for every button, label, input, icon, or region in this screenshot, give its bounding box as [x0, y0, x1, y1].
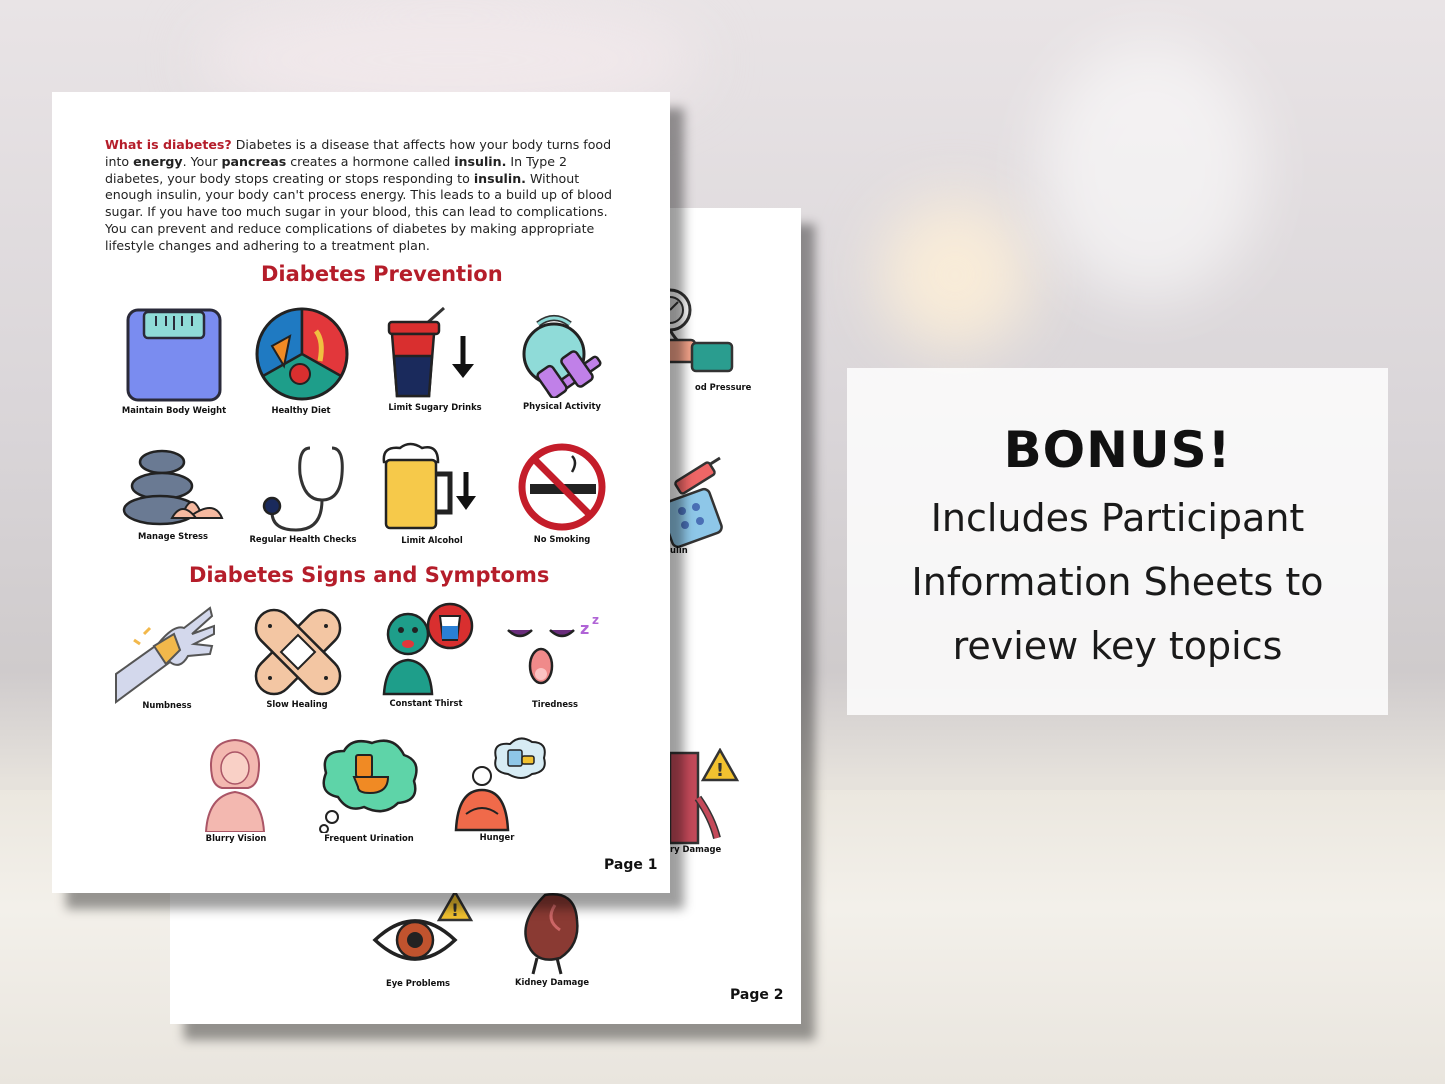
hunger-icon — [452, 736, 548, 832]
kidney-damage-label: Kidney Damage — [514, 977, 590, 987]
numb-hand-icon — [114, 604, 218, 704]
stethoscope-icon — [260, 444, 346, 534]
symptom-label: Numbness — [142, 700, 192, 710]
artery-damage-icon — [662, 748, 742, 848]
soda-cup-icon — [386, 306, 486, 400]
prevention-label: Physical Activity — [523, 401, 601, 411]
sleepy-face-icon — [504, 608, 610, 692]
prevention-label: No Smoking — [533, 534, 591, 544]
intro-text: Diabetes is a disease that affects how your body turns food into — [105, 137, 612, 169]
healthy-diet-icon — [254, 306, 350, 402]
partial-label: ulin — [670, 545, 688, 555]
partial-label: ry Damage — [670, 844, 722, 854]
beer-mug-icon — [380, 442, 484, 532]
intro-text: In Type 2 diabetes, your body stops creating or stops responding to — [105, 153, 568, 186]
background-blur — [880, 200, 1030, 350]
intro-text: . Your — [182, 153, 222, 169]
svg-text:z: z — [592, 613, 599, 627]
bandage-icon — [250, 604, 346, 700]
bonus-line: Includes Participant — [930, 496, 1305, 540]
eye-icon — [372, 890, 477, 970]
scale-icon — [126, 308, 222, 402]
background-blur — [1040, 40, 1260, 300]
page-number: Page 2 — [730, 987, 784, 1003]
symptom-label: Frequent Urination — [324, 833, 414, 843]
svg-text:!: ! — [715, 760, 725, 781]
prevention-label: Healthy Diet — [271, 405, 331, 415]
prevention-label: Manage Stress — [137, 531, 209, 541]
intro-bold: pancreas — [221, 153, 287, 169]
intro-text: Without enough insulin, your body can't process energy. This leads to a build up of blood sugar. If you have too much sugar in your blood, this can lead to complications. You can prevent and reduce complications of diabetes by making appropriate lifestyle changes and adhering to a treatment plan. — [105, 170, 613, 253]
intro-question: What is diabetes? — [105, 137, 232, 152]
kidney-icon — [515, 890, 590, 978]
bonus-callout — [847, 368, 1388, 715]
bonus-title: BONUS! — [1003, 421, 1232, 479]
page-number: Page 1 — [604, 857, 658, 873]
blurry-person-icon — [202, 736, 268, 832]
kettlebell-dumbbell-icon — [518, 312, 610, 398]
svg-text:z: z — [580, 619, 590, 638]
svg-text:!: ! — [451, 901, 459, 921]
symptom-label: Tiredness — [531, 699, 579, 709]
partial-label: od Pressure — [695, 382, 752, 392]
symptom-label: Constant Thirst — [389, 698, 463, 708]
toilet-thought-icon — [318, 737, 422, 833]
symptom-label: Hunger — [479, 832, 515, 842]
symptom-label: Blurry Vision — [205, 833, 267, 843]
prevention-heading: Diabetes Prevention — [261, 262, 503, 286]
symptom-label: Slow Healing — [266, 699, 328, 709]
intro-paragraph — [105, 137, 620, 255]
intro-bold: energy — [133, 153, 183, 169]
prevention-label: Maintain Body Weight — [121, 405, 227, 415]
info-sheet-page-1 — [52, 92, 670, 893]
bonus-line: review key topics — [952, 624, 1283, 668]
no-smoking-icon — [516, 442, 608, 532]
intro-text: creates a hormone called — [286, 153, 455, 169]
prevention-label: Limit Alcohol — [401, 535, 463, 545]
symptoms-heading: Diabetes Signs and Symptoms — [189, 563, 550, 587]
zen-stones-icon — [122, 448, 224, 528]
eye-problems-label: Eye Problems — [385, 978, 451, 988]
intro-bold: insulin. — [473, 170, 526, 186]
thirst-icon — [382, 602, 474, 696]
prevention-label: Regular Health Checks — [249, 534, 357, 544]
prevention-label: Limit Sugary Drinks — [388, 402, 482, 412]
intro-bold: insulin. — [454, 153, 507, 169]
bonus-line: Information Sheets to — [911, 560, 1324, 604]
